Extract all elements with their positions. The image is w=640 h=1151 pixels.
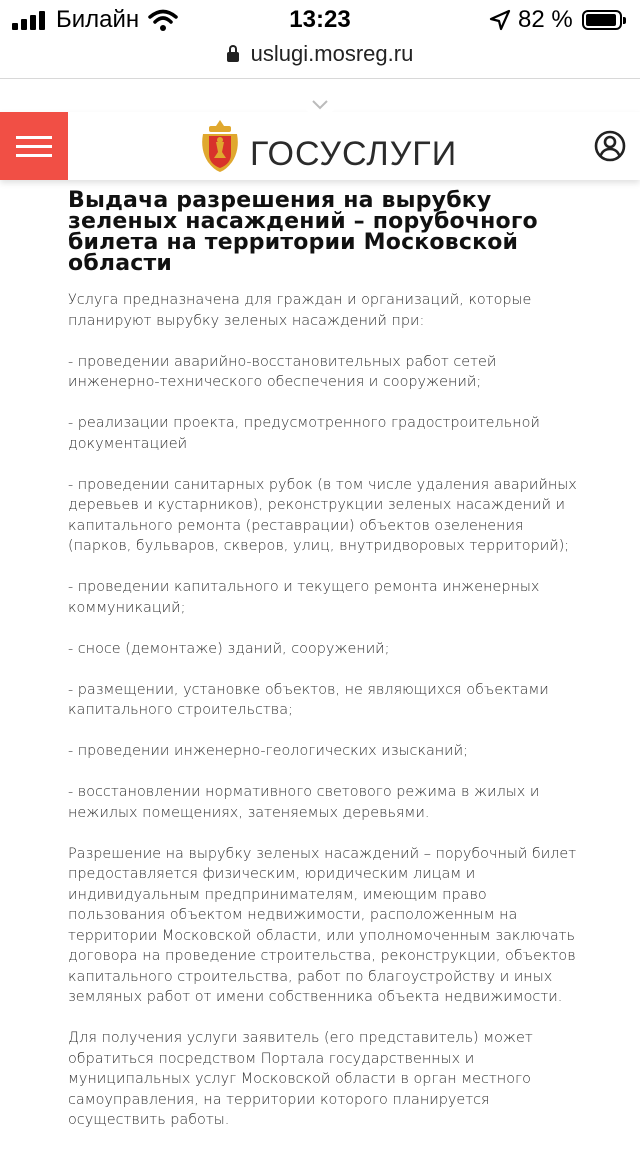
article-paragraph: - проведении санитарных рубок (в том числе удаления аварийных деревьев и кустарников), реконструкции зеленых насаждений и капитального ремонта (реставрации) объектов озеленения (парков, бульваров, скверов, улиц, внутридворовых территорий);	[68, 476, 577, 554]
article-paragraph: - реализации проекта, предусмотренного градостроительной документацией	[68, 415, 540, 452]
chevron-down-icon	[312, 100, 328, 110]
battery-icon	[582, 10, 622, 30]
article-paragraph: - восстановлении нормативного светового режима в жилых и нежилых помещениях, затеняемых деревьями.	[68, 784, 540, 821]
brand-name: ГОСУСЛУГИ	[250, 135, 458, 173]
battery-percentage: 82 %	[518, 6, 573, 33]
browser-divider	[0, 78, 640, 79]
article	[68, 190, 578, 1151]
menu-button[interactable]	[0, 112, 68, 180]
user-icon[interactable]	[594, 130, 626, 162]
article-paragraph: - размещении, установке объектов, не являющихся объектами капитального строительства;	[68, 681, 549, 718]
page-title: Выдача разрешения на вырубку зеленых насаждений – порубочного билета на территории Московской области	[68, 188, 538, 276]
location-arrow-icon	[488, 8, 512, 32]
article-paragraph: Для получения услуги заявитель (его представитель) может обратиться посредством Портала государственных и муниципальных услуг Московской области в орган местного самоуправления, на территории которого планируется осуществить работы.	[68, 1030, 533, 1128]
clock: 13:23	[289, 6, 351, 33]
article-paragraph: Услуга предназначена для граждан и организаций, которые планируют вырубку зеленых насаждений при:	[68, 292, 532, 329]
article-paragraph: Разрешение на вырубку зеленых насаждений – порубочный билет предоставляется физическим, юридическим лицам и индивидуальным предпринимателям, имеющим право пользования объектом недвижимости, расположенным на территории Московской области, или уполномоченным заключать договора на проведение строительства, реконструкции, объектов капитального строительства, работ по благоустройству и иных земляных работ от имени собственника объекта недвижимости.	[68, 845, 577, 1005]
address-bar[interactable]	[0, 40, 640, 78]
article-paragraph: - проведении капитального и текущего ремонта инженерных коммуникаций;	[68, 579, 540, 616]
coat-of-arms-icon	[200, 118, 240, 174]
status-bar	[0, 0, 640, 40]
article-paragraph: - проведении инженерно-геологических изысканий;	[68, 743, 468, 759]
article-paragraph: - проведении аварийно-восстановительных работ сетей инженерно-технического обеспечения и сооружений;	[68, 353, 497, 390]
url-text: uslugi.mosreg.ru	[250, 41, 414, 66]
article-paragraph: - сносе (демонтаже) зданий, сооружений;	[68, 640, 390, 657]
site-header	[0, 112, 640, 180]
lock-icon	[227, 52, 239, 62]
carrier-name: Билайн	[56, 6, 140, 33]
